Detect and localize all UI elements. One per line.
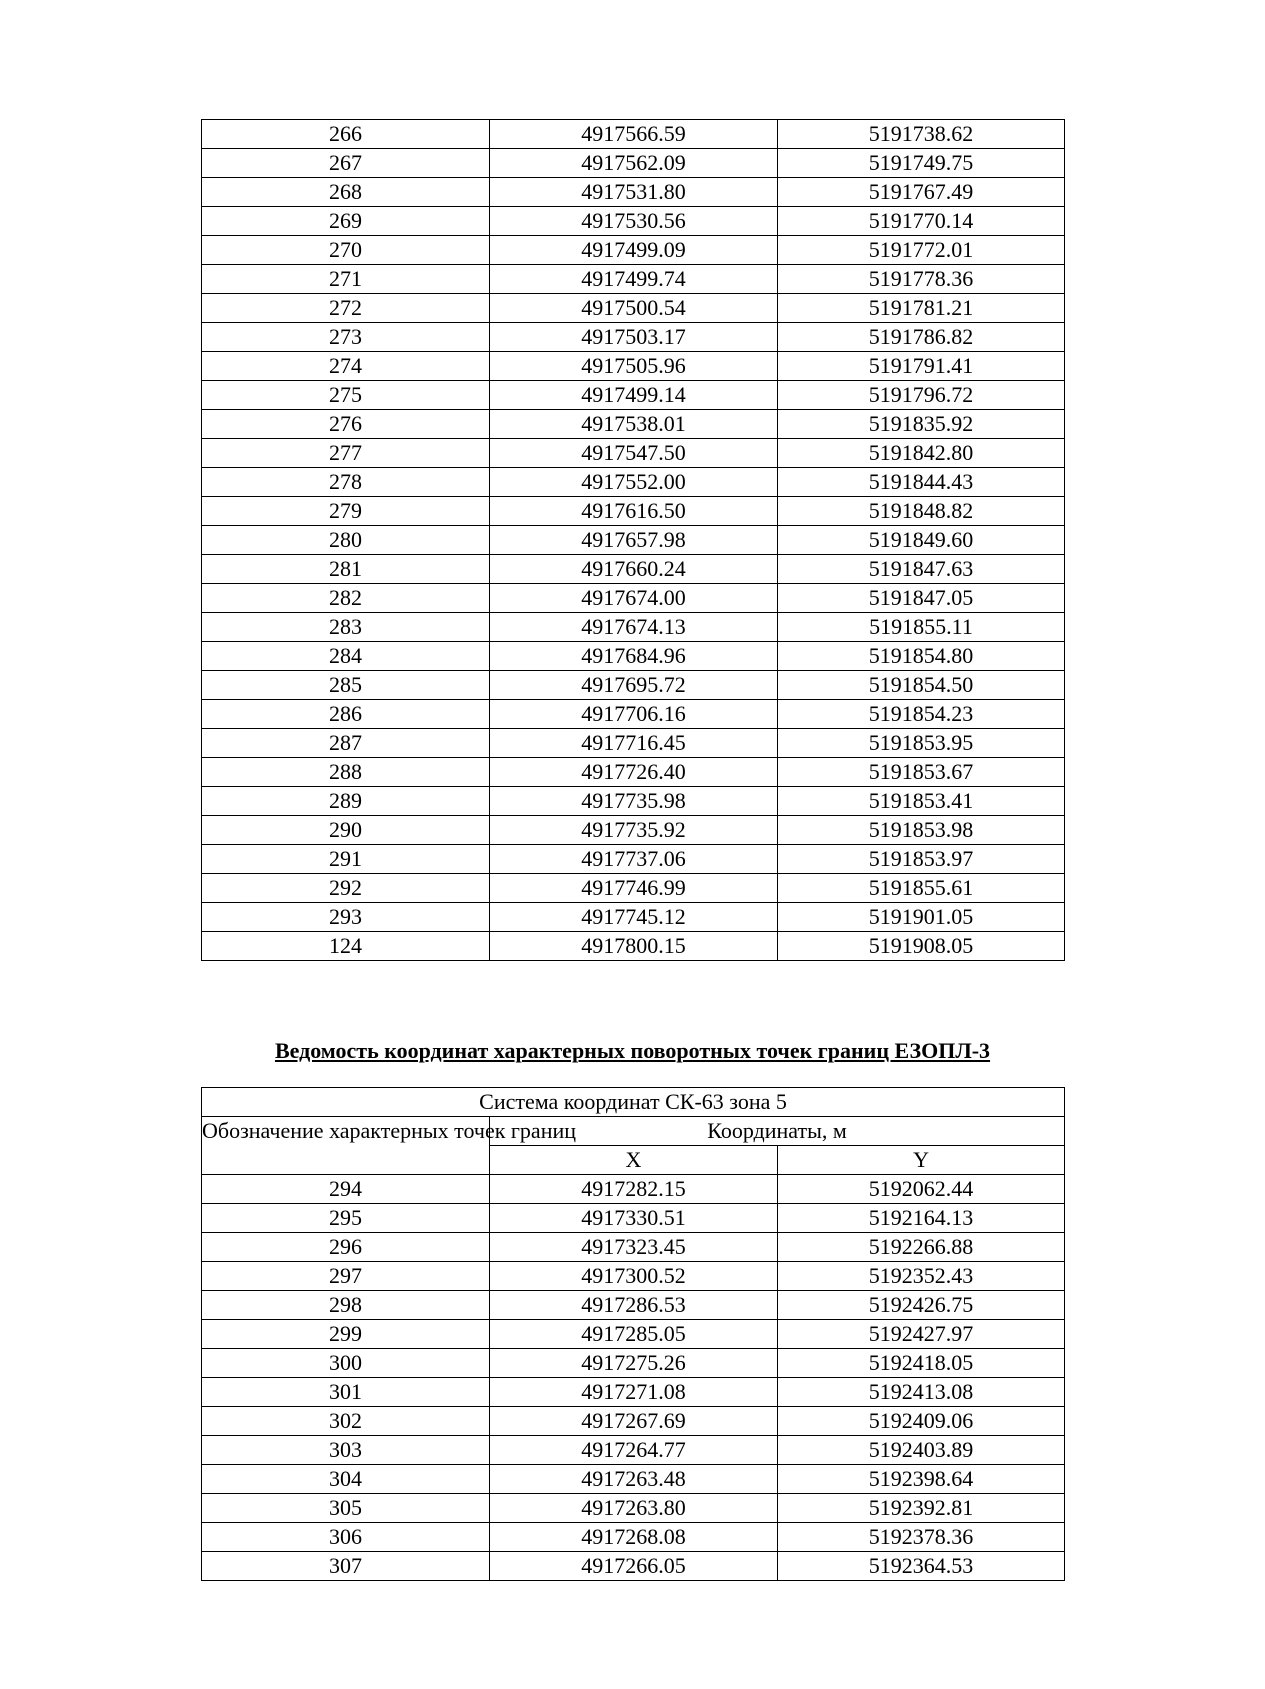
point-number-cell: 271 [202, 265, 490, 294]
table-row [202, 381, 1065, 410]
table-row [202, 1523, 1065, 1552]
point-number-cell: 281 [202, 555, 490, 584]
x-coordinate-cell: 4917263.80 [490, 1494, 778, 1523]
x-coordinate-cell: 4917695.72 [490, 671, 778, 700]
point-number-cell: 124 [202, 932, 490, 961]
table-row [202, 584, 1065, 613]
point-number-cell: 284 [202, 642, 490, 671]
coordinates-table-continued [201, 119, 1065, 961]
y-coordinate-cell: 5191842.80 [778, 439, 1065, 468]
x-coordinate-cell: 4917674.00 [490, 584, 778, 613]
table-row [202, 526, 1065, 555]
y-coordinate-cell: 5192398.64 [778, 1465, 1065, 1494]
header-row-coordinates [202, 1117, 1065, 1146]
table-row [202, 671, 1065, 700]
coordinates-header: Координаты, м [490, 1117, 1065, 1146]
x-coordinate-cell: 4917706.16 [490, 700, 778, 729]
point-number-cell: 297 [202, 1262, 490, 1291]
y-coordinate-cell: 5191853.98 [778, 816, 1065, 845]
table-row [202, 207, 1065, 236]
x-coordinate-cell: 4917500.54 [490, 294, 778, 323]
point-number-cell: 286 [202, 700, 490, 729]
y-coordinate-cell: 5192418.05 [778, 1349, 1065, 1378]
table-row [202, 323, 1065, 352]
y-coordinate-cell: 5191835.92 [778, 410, 1065, 439]
y-coordinate-cell: 5191854.23 [778, 700, 1065, 729]
y-coordinate-cell: 5192392.81 [778, 1494, 1065, 1523]
table-row [202, 1378, 1065, 1407]
y-coordinate-cell: 5191791.41 [778, 352, 1065, 381]
y-coordinate-cell: 5191849.60 [778, 526, 1065, 555]
point-number-cell: 301 [202, 1378, 490, 1407]
table-row [202, 1262, 1065, 1291]
coordinates-table-body [202, 120, 1065, 961]
x-coordinate-cell: 4917531.80 [490, 178, 778, 207]
table-row [202, 236, 1065, 265]
point-number-cell: 290 [202, 816, 490, 845]
table-row [202, 1204, 1065, 1233]
table-row [202, 613, 1065, 642]
y-coordinate-cell: 5191796.72 [778, 381, 1065, 410]
y-coordinate-cell: 5191853.95 [778, 729, 1065, 758]
table-row [202, 1407, 1065, 1436]
y-coordinate-cell: 5191854.50 [778, 671, 1065, 700]
table-row [202, 845, 1065, 874]
y-coordinate-cell: 5191855.61 [778, 874, 1065, 903]
y-coordinate-cell: 5191853.41 [778, 787, 1065, 816]
point-number-cell: 289 [202, 787, 490, 816]
y-coordinate-cell: 5192164.13 [778, 1204, 1065, 1233]
x-coordinate-cell: 4917505.96 [490, 352, 778, 381]
y-coordinate-cell: 5192378.36 [778, 1523, 1065, 1552]
x-coordinate-cell: 4917330.51 [490, 1204, 778, 1233]
y-coordinate-cell: 5192426.75 [778, 1291, 1065, 1320]
section-heading: Ведомость координат характерных поворотных точек границ ЕЗОПЛ-3 [274, 1038, 991, 1063]
point-number-cell: 266 [202, 120, 490, 149]
x-coordinate-cell: 4917674.13 [490, 613, 778, 642]
x-coordinate-cell: 4917282.15 [490, 1175, 778, 1204]
table-row [202, 816, 1065, 845]
point-number-cell: 279 [202, 497, 490, 526]
y-coordinate-cell: 5191844.43 [778, 468, 1065, 497]
y-coordinate-cell: 5191854.80 [778, 642, 1065, 671]
x-coordinate-cell: 4917266.05 [490, 1552, 778, 1581]
x-coordinate-cell: 4917499.09 [490, 236, 778, 265]
point-number-cell: 303 [202, 1436, 490, 1465]
x-coordinate-cell: 4917735.98 [490, 787, 778, 816]
y-coordinate-cell: 5191778.36 [778, 265, 1065, 294]
x-coordinate-cell: 4917538.01 [490, 410, 778, 439]
y-coordinate-cell: 5191847.63 [778, 555, 1065, 584]
table-row [202, 555, 1065, 584]
coordinates-table-ezopl-3 [201, 1087, 1065, 1581]
x-coordinate-cell: 4917323.45 [490, 1233, 778, 1262]
table-row [202, 932, 1065, 961]
point-number-cell: 267 [202, 149, 490, 178]
y-coordinate-cell: 5191781.21 [778, 294, 1065, 323]
point-number-cell: 291 [202, 845, 490, 874]
point-number-cell: 302 [202, 1407, 490, 1436]
x-coordinate-cell: 4917657.98 [490, 526, 778, 555]
y-coordinate-cell: 5191738.62 [778, 120, 1065, 149]
point-number-cell: 277 [202, 439, 490, 468]
table-header [202, 1088, 1065, 1175]
x-coordinate-cell: 4917737.06 [490, 845, 778, 874]
coordinates-table-body [202, 1175, 1065, 1581]
point-number-cell: 285 [202, 671, 490, 700]
y-coordinate-cell: 5191786.82 [778, 323, 1065, 352]
table-row [202, 1320, 1065, 1349]
y-coordinate-cell: 5191770.14 [778, 207, 1065, 236]
table-row [202, 758, 1065, 787]
table-row [202, 410, 1065, 439]
point-number-cell: 272 [202, 294, 490, 323]
point-number-cell: 298 [202, 1291, 490, 1320]
point-number-cell: 299 [202, 1320, 490, 1349]
table-row [202, 1552, 1065, 1581]
x-coordinate-cell: 4917566.59 [490, 120, 778, 149]
table-row [202, 1233, 1065, 1262]
point-number-cell: 292 [202, 874, 490, 903]
x-coordinate-cell: 4917275.26 [490, 1349, 778, 1378]
x-coordinate-cell: 4917735.92 [490, 816, 778, 845]
x-coordinate-cell: 4917264.77 [490, 1436, 778, 1465]
point-number-cell: 273 [202, 323, 490, 352]
x-coordinate-cell: 4917745.12 [490, 903, 778, 932]
point-number-cell: 283 [202, 613, 490, 642]
y-coordinate-cell: 5191908.05 [778, 932, 1065, 961]
x-coordinate-cell: 4917271.08 [490, 1378, 778, 1407]
table-row [202, 352, 1065, 381]
table-row [202, 729, 1065, 758]
x-coordinate-cell: 4917552.00 [490, 468, 778, 497]
table-row [202, 700, 1065, 729]
point-number-cell: 305 [202, 1494, 490, 1523]
point-number-cell: 270 [202, 236, 490, 265]
table-row [202, 1291, 1065, 1320]
point-number-cell: 287 [202, 729, 490, 758]
table-row [202, 1494, 1065, 1523]
y-coordinate-cell: 5192403.89 [778, 1436, 1065, 1465]
y-coordinate-cell: 5192364.53 [778, 1552, 1065, 1581]
point-number-cell: 296 [202, 1233, 490, 1262]
x-coordinate-cell: 4917660.24 [490, 555, 778, 584]
x-coordinate-cell: 4917503.17 [490, 323, 778, 352]
x-coordinate-cell: 4917684.96 [490, 642, 778, 671]
x-coordinate-cell: 4917616.50 [490, 497, 778, 526]
table-row [202, 874, 1065, 903]
x-coordinate-cell: 4917726.40 [490, 758, 778, 787]
point-number-cell: 304 [202, 1465, 490, 1494]
point-number-cell: 288 [202, 758, 490, 787]
point-designation-header: Обозначение характерных точек границ [202, 1117, 490, 1175]
point-number-cell: 276 [202, 410, 490, 439]
point-number-cell: 275 [202, 381, 490, 410]
table-row [202, 439, 1065, 468]
y-coordinate-cell: 5191772.01 [778, 236, 1065, 265]
point-number-cell: 300 [202, 1349, 490, 1378]
point-number-cell: 268 [202, 178, 490, 207]
table-row [202, 120, 1065, 149]
table-row [202, 468, 1065, 497]
table-row [202, 1465, 1065, 1494]
point-number-cell: 280 [202, 526, 490, 555]
point-number-cell: 282 [202, 584, 490, 613]
x-coordinate-cell: 4917800.15 [490, 932, 778, 961]
table-row [202, 1436, 1065, 1465]
y-coordinate-cell: 5192062.44 [778, 1175, 1065, 1204]
header-row-system [202, 1088, 1065, 1117]
y-coordinate-cell: 5191848.82 [778, 497, 1065, 526]
coordinate-system-cell: Система координат СК-63 зона 5 [202, 1088, 1065, 1117]
y-coordinate-cell: 5192352.43 [778, 1262, 1065, 1291]
table-row [202, 903, 1065, 932]
table-row [202, 149, 1065, 178]
y-coordinate-cell: 5191847.05 [778, 584, 1065, 613]
y-coordinate-cell: 5191901.05 [778, 903, 1065, 932]
x-coordinate-cell: 4917499.14 [490, 381, 778, 410]
table-row [202, 497, 1065, 526]
y-coordinate-cell: 5192427.97 [778, 1320, 1065, 1349]
point-number-cell: 295 [202, 1204, 490, 1233]
x-column-header: X [490, 1146, 778, 1175]
point-number-cell: 278 [202, 468, 490, 497]
table-row [202, 1175, 1065, 1204]
x-coordinate-cell: 4917268.08 [490, 1523, 778, 1552]
x-coordinate-cell: 4917499.74 [490, 265, 778, 294]
table-row [202, 1349, 1065, 1378]
y-coordinate-cell: 5192409.06 [778, 1407, 1065, 1436]
x-coordinate-cell: 4917746.99 [490, 874, 778, 903]
table-row [202, 265, 1065, 294]
y-coordinate-cell: 5191853.67 [778, 758, 1065, 787]
y-coordinate-cell: 5191749.75 [778, 149, 1065, 178]
x-coordinate-cell: 4917285.05 [490, 1320, 778, 1349]
point-number-cell: 269 [202, 207, 490, 236]
x-coordinate-cell: 4917263.48 [490, 1465, 778, 1494]
table-row [202, 642, 1065, 671]
x-coordinate-cell: 4917530.56 [490, 207, 778, 236]
y-coordinate-cell: 5192413.08 [778, 1378, 1065, 1407]
y-coordinate-cell: 5191853.97 [778, 845, 1065, 874]
x-coordinate-cell: 4917286.53 [490, 1291, 778, 1320]
table-row [202, 787, 1065, 816]
point-number-cell: 306 [202, 1523, 490, 1552]
x-coordinate-cell: 4917300.52 [490, 1262, 778, 1291]
y-coordinate-cell: 5191855.11 [778, 613, 1065, 642]
y-coordinate-cell: 5191767.49 [778, 178, 1065, 207]
y-column-header: Y [778, 1146, 1065, 1175]
point-number-cell: 293 [202, 903, 490, 932]
y-coordinate-cell: 5192266.88 [778, 1233, 1065, 1262]
point-number-cell: 274 [202, 352, 490, 381]
x-coordinate-cell: 4917267.69 [490, 1407, 778, 1436]
x-coordinate-cell: 4917562.09 [490, 149, 778, 178]
table-row [202, 294, 1065, 323]
point-number-cell: 307 [202, 1552, 490, 1581]
x-coordinate-cell: 4917547.50 [490, 439, 778, 468]
table-row [202, 178, 1065, 207]
x-coordinate-cell: 4917716.45 [490, 729, 778, 758]
point-number-cell: 294 [202, 1175, 490, 1204]
